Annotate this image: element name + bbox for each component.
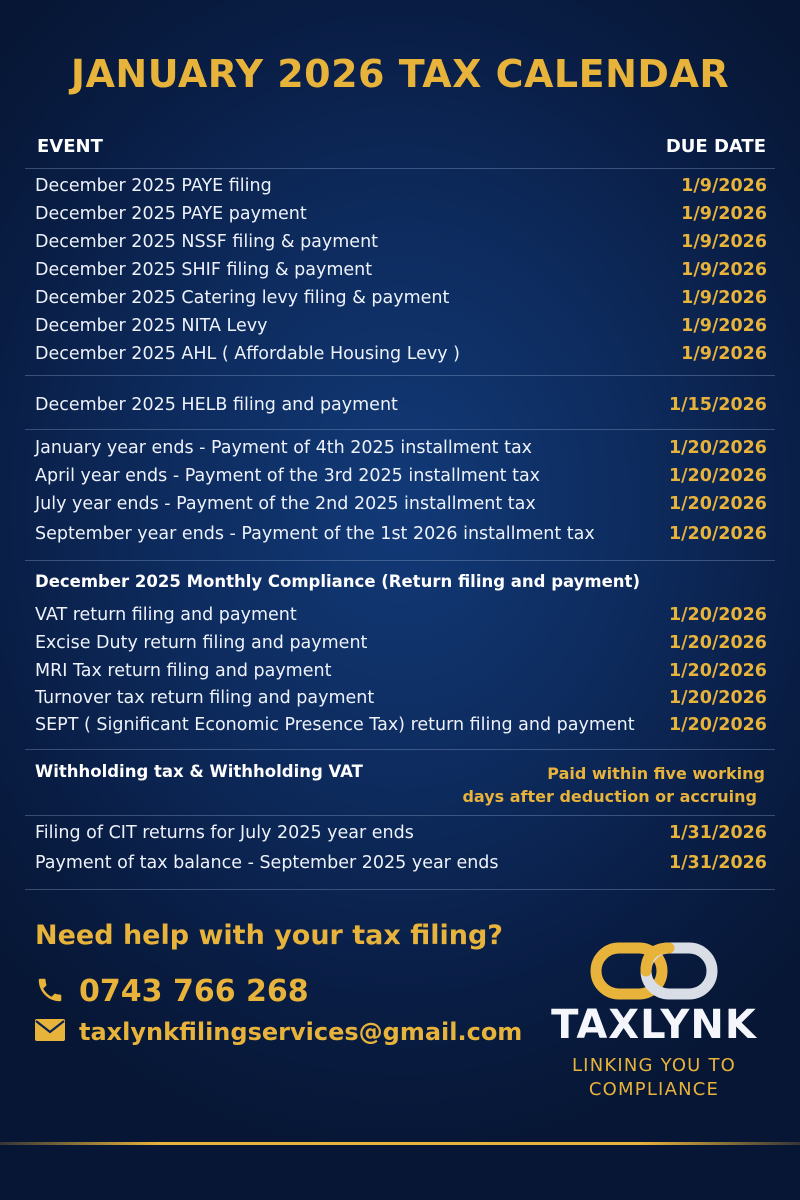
- help-heading: Need help with your tax filing?: [35, 920, 503, 951]
- due-date: 1/20/2026: [668, 633, 767, 653]
- event-text: Payment of tax balance - September 2025 year ends: [35, 853, 499, 873]
- section-divider: [25, 429, 775, 430]
- header-divider: [25, 168, 775, 169]
- table-row: [35, 344, 767, 370]
- brand-name: TAXLYNK: [551, 1002, 757, 1048]
- due-date: 1/31/2026: [668, 853, 767, 873]
- due-date: 1/9/2026: [681, 232, 767, 252]
- due-date: 1/20/2026: [668, 466, 767, 486]
- event-text: December 2025 NITA Levy: [35, 316, 268, 336]
- table-row: [35, 466, 767, 492]
- footer-gold-rule: [0, 1142, 800, 1145]
- table-row: [35, 688, 767, 714]
- event-text: Turnover tax return filing and payment: [35, 688, 375, 708]
- due-date: 1/20/2026: [668, 494, 767, 514]
- section-divider: [25, 749, 775, 750]
- table-row: [35, 260, 767, 286]
- table-row: [35, 853, 767, 879]
- due-date: 1/31/2026: [668, 823, 767, 843]
- brand-tagline: [540, 1054, 768, 1102]
- due-date-column-header: DUE DATE: [665, 136, 766, 157]
- due-date: 1/15/2026: [668, 395, 767, 415]
- due-date: 1/20/2026: [668, 605, 767, 625]
- table-row: [35, 288, 767, 314]
- withholding-due: [462, 762, 765, 808]
- event-column-header: EVENT: [37, 136, 103, 157]
- due-date: 1/20/2026: [668, 688, 767, 708]
- table-row: [35, 715, 767, 741]
- section-divider: [25, 375, 775, 376]
- due-date: 1/9/2026: [681, 344, 767, 364]
- event-text: December 2025 SHIF filing & payment: [35, 260, 373, 280]
- table-row: [35, 605, 767, 631]
- event-text: January year ends - Payment of 4th 2025 installment tax: [35, 438, 533, 458]
- due-date: 1/9/2026: [681, 316, 767, 336]
- tagline-line2: COMPLIANCE: [588, 1079, 720, 1100]
- table-row: [35, 316, 767, 342]
- monthly-compliance-heading: December 2025 Monthly Compliance (Return filing and payment): [35, 572, 640, 591]
- event-text: MRI Tax return filing and payment: [35, 661, 332, 681]
- section-divider: [25, 560, 775, 561]
- event-text: December 2025 PAYE filing: [35, 176, 272, 196]
- event-text: July year ends - Payment of the 2nd 2025 installment tax: [35, 494, 536, 514]
- section-divider: [25, 815, 775, 816]
- event-text: December 2025 NSSF filing & payment: [35, 232, 379, 252]
- due-date: 1/9/2026: [681, 288, 767, 308]
- due-date: 1/20/2026: [668, 661, 767, 681]
- withholding-label: Withholding tax & Withholding VAT: [35, 762, 363, 781]
- withholding-due-line1: Paid within five working: [547, 764, 765, 783]
- table-row: [35, 494, 767, 520]
- table-row: [35, 633, 767, 659]
- event-text: December 2025 HELB filing and payment: [35, 395, 398, 415]
- due-date: 1/9/2026: [681, 260, 767, 280]
- page-title: JANUARY 2026 TAX CALENDAR: [70, 52, 730, 96]
- event-text: December 2025 Catering levy filing & payment: [35, 288, 450, 308]
- tagline-line1: LINKING YOU TO: [571, 1055, 737, 1076]
- event-text: September year ends - Payment of the 1st 2026 installment tax: [35, 524, 595, 544]
- due-date: 1/20/2026: [668, 438, 767, 458]
- table-row: [35, 176, 767, 202]
- email-icon: [35, 1018, 65, 1046]
- event-text: December 2025 PAYE payment: [35, 204, 307, 224]
- due-date: 1/20/2026: [668, 524, 767, 544]
- section-divider: [25, 889, 775, 890]
- withholding-due-line2: days after deduction or accruing: [462, 787, 757, 806]
- phone-icon: [35, 975, 65, 1009]
- table-row: [35, 661, 767, 687]
- event-text: Excise Duty return filing and payment: [35, 633, 368, 653]
- due-date: 1/20/2026: [668, 715, 767, 735]
- event-text: Filing of CIT returns for July 2025 year ends: [35, 823, 414, 843]
- table-row: [35, 232, 767, 258]
- event-text: December 2025 AHL ( Affordable Housing Levy ): [35, 344, 461, 364]
- email-contact[interactable]: [35, 1018, 522, 1046]
- table-row: [35, 823, 767, 849]
- event-text: VAT return filing and payment: [35, 605, 297, 625]
- table-row: [35, 438, 767, 464]
- event-text: April year ends - Payment of the 3rd 2025 installment tax: [35, 466, 541, 486]
- due-date: 1/9/2026: [681, 204, 767, 224]
- table-row: [35, 395, 767, 421]
- table-row: [35, 524, 767, 550]
- due-date: 1/9/2026: [681, 176, 767, 196]
- event-text: SEPT ( Significant Economic Presence Tax) return filing and payment: [35, 715, 635, 735]
- phone-number[interactable]: 0743 766 268: [79, 974, 309, 1009]
- email-address[interactable]: taxlynkfilingservices@gmail.com: [79, 1018, 523, 1046]
- phone-contact[interactable]: [35, 974, 309, 1009]
- table-row: [35, 204, 767, 230]
